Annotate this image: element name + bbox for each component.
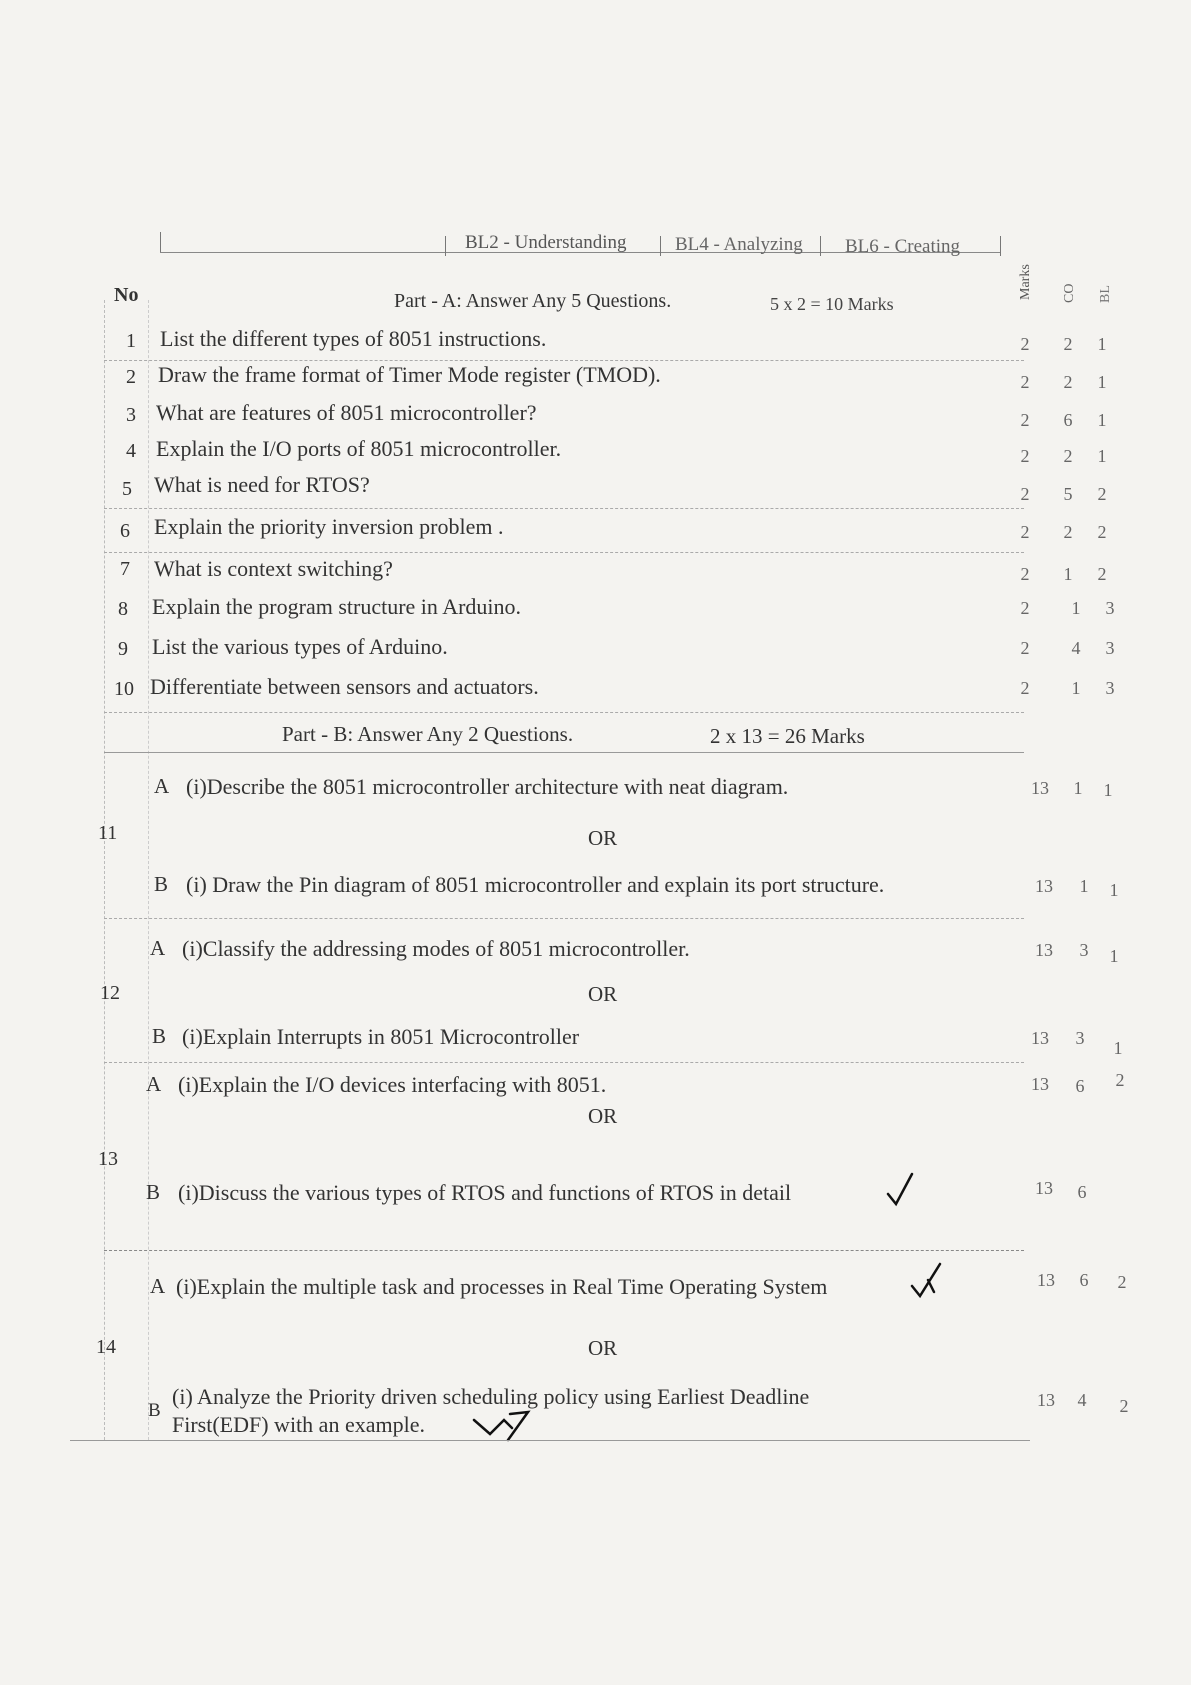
legend-item: BL6 - Creating [845, 236, 961, 257]
bl-value: 2 [1119, 1396, 1129, 1416]
marks-value: 13 [1037, 1270, 1055, 1290]
bl-value: 3 [1105, 678, 1115, 698]
question-number: 9 [118, 638, 128, 660]
question-number: 1 [126, 330, 136, 352]
question-row [0, 556, 1191, 592]
marks-value: 2 [1020, 522, 1030, 542]
question-number: 11 [98, 822, 118, 844]
row-divider [104, 752, 1024, 753]
co-value: 2 [1063, 446, 1073, 466]
bl-value: 1 [1097, 410, 1107, 430]
bl-value: 1 [1103, 780, 1113, 800]
question-text: What is context switching? [154, 556, 393, 581]
option-label: A [150, 936, 166, 960]
co-value: 2 [1063, 334, 1073, 354]
question-number: 5 [122, 478, 132, 500]
bl-value: 1 [1109, 946, 1119, 966]
bl-value: 2 [1097, 564, 1107, 584]
row-divider [104, 712, 1024, 713]
question-text: Explain the program structure in Arduino. [152, 594, 522, 619]
co-value: 3 [1079, 940, 1089, 960]
question-text: Explain the I/O ports of 8051 microcontroller. [156, 436, 562, 461]
question-row [0, 436, 1191, 472]
co-value: 1 [1079, 876, 1089, 896]
marks-value: 13 [1035, 940, 1053, 960]
co-value: 6 [1079, 1270, 1089, 1290]
question-text-line2: First(EDF) with an example. [172, 1412, 425, 1437]
question-number: 13 [98, 1148, 118, 1170]
handwritten-checkmark [886, 1172, 916, 1210]
bl-column-header: BL [1098, 285, 1113, 303]
row-divider [104, 508, 1024, 509]
question-number: 14 [96, 1336, 116, 1358]
bl-value: 1 [1097, 446, 1107, 466]
option-label: A [154, 774, 170, 798]
option-label: A [150, 1274, 166, 1298]
co-value: 6 [1063, 410, 1073, 430]
question-text: Differentiate between sensors and actuators. [150, 674, 539, 699]
marks-value: 13 [1035, 1178, 1053, 1198]
marks-value: 2 [1020, 484, 1030, 504]
question-text: (i)Explain the multiple task and processes in Real Time Operating System [176, 1274, 828, 1299]
question-row [0, 326, 1191, 362]
question-number: 12 [100, 982, 120, 1004]
row-divider [104, 918, 1024, 919]
bl-value: 1 [1113, 1038, 1123, 1058]
question-text: List the different types of 8051 instructions. [160, 326, 547, 351]
marks-value: 2 [1020, 564, 1030, 584]
bl-value: 1 [1109, 880, 1119, 900]
question-text: (i) Analyze the Priority driven scheduling policy using Earliest Deadline [172, 1384, 810, 1409]
bl-value: 1 [1097, 334, 1107, 354]
marks-value: 2 [1020, 446, 1030, 466]
option-label: B [148, 1400, 161, 1421]
question-text: Draw the frame format of Timer Mode register (TMOD). [158, 362, 661, 387]
row-divider [104, 1062, 1024, 1063]
bl-value: 2 [1117, 1272, 1127, 1292]
co-value: 1 [1073, 778, 1083, 798]
marks-value: 13 [1031, 778, 1049, 798]
marks-column-header: Marks [1018, 264, 1033, 300]
co-value: 3 [1075, 1028, 1085, 1048]
marks-value: 13 [1031, 1028, 1049, 1048]
bl-value: 1 [1097, 372, 1107, 392]
bl-value: 2 [1097, 484, 1107, 504]
or-separator: OR [588, 826, 618, 850]
or-separator: OR [588, 1336, 618, 1360]
question-number: 8 [118, 598, 128, 620]
option-label: B [152, 1024, 167, 1048]
question-number: 2 [126, 366, 136, 388]
legend-divider [820, 236, 821, 256]
co-value: 1 [1071, 678, 1081, 698]
question-row [0, 594, 1191, 630]
marks-value: 2 [1020, 678, 1030, 698]
question-text: (i)Classify the addressing modes of 8051 microcontroller. [182, 936, 690, 961]
question-text: (i)Discuss the various types of RTOS and functions of RTOS in detail [178, 1180, 792, 1205]
co-value: 2 [1063, 522, 1073, 542]
question-number: 3 [126, 404, 136, 426]
no-column-header: No [114, 284, 139, 306]
question-text: (i) Draw the Pin diagram of 8051 microcontroller and explain its port structure. [186, 872, 885, 897]
question-number: 4 [126, 440, 136, 462]
part-a-marks: 5 x 2 = 10 Marks [770, 294, 894, 314]
co-column-header: CO [1062, 283, 1077, 303]
row-divider [104, 1250, 1024, 1251]
legend-item: BL4 - Analyzing [675, 234, 803, 255]
question-text: List the various types of Arduino. [152, 634, 448, 659]
question-row [0, 472, 1191, 508]
question-row [0, 514, 1191, 550]
question-number: 6 [120, 520, 130, 542]
handwritten-checkmark [472, 1408, 532, 1442]
option-label: B [146, 1180, 161, 1204]
marks-value: 13 [1031, 1074, 1049, 1094]
bl-value: 2 [1115, 1070, 1125, 1090]
handwritten-checkmark [910, 1262, 944, 1300]
question-row [0, 362, 1191, 398]
or-separator: OR [588, 1104, 618, 1128]
question-text: (i)Explain the I/O devices interfacing with 8051. [178, 1072, 607, 1097]
part-b-marks: 2 x 13 = 26 Marks [710, 724, 865, 748]
legend-divider [660, 236, 661, 256]
bl-value: 2 [1097, 522, 1107, 542]
question-number: 10 [114, 678, 134, 700]
bl-value: 3 [1105, 638, 1115, 658]
option-label: A [146, 1072, 162, 1096]
row-divider [104, 360, 1024, 361]
part-b-title: Part - B: Answer Any 2 Questions. [282, 722, 574, 746]
part-a-title: Part - A: Answer Any 5 Questions. [394, 290, 672, 312]
co-value: 6 [1075, 1076, 1085, 1096]
or-separator: OR [588, 982, 618, 1006]
table-bottom-border [70, 1440, 1030, 1441]
co-value: 4 [1071, 638, 1081, 658]
co-value: 4 [1077, 1390, 1087, 1410]
marks-value: 2 [1020, 638, 1030, 658]
question-text: (i)Describe the 8051 microcontroller architecture with neat diagram. [186, 774, 789, 799]
question-text: What is need for RTOS? [154, 472, 370, 497]
co-value: 5 [1063, 484, 1073, 504]
question-text: Explain the priority inversion problem . [154, 514, 504, 539]
question-text: (i)Explain Interrupts in 8051 Microcontroller [182, 1024, 580, 1049]
question-row [0, 674, 1191, 710]
legend-divider [1000, 236, 1001, 256]
question-number: 7 [120, 558, 130, 580]
co-value: 6 [1077, 1182, 1087, 1202]
legend-divider [445, 236, 446, 256]
question-row [0, 634, 1191, 670]
row-divider [104, 552, 1024, 553]
marks-value: 2 [1020, 598, 1030, 618]
question-text: What are features of 8051 microcontroller? [156, 400, 537, 425]
marks-value: 13 [1035, 876, 1053, 896]
co-value: 1 [1071, 598, 1081, 618]
option-label: B [154, 872, 169, 896]
co-value: 2 [1063, 372, 1073, 392]
bl-value: 3 [1105, 598, 1115, 618]
legend-item: BL2 - Understanding [465, 232, 627, 253]
marks-value: 2 [1020, 334, 1030, 354]
legend-divider [160, 232, 161, 252]
marks-value: 2 [1020, 410, 1030, 430]
marks-value: 2 [1020, 372, 1030, 392]
question-row [0, 400, 1191, 436]
co-value: 1 [1063, 564, 1073, 584]
marks-value: 13 [1037, 1390, 1055, 1410]
